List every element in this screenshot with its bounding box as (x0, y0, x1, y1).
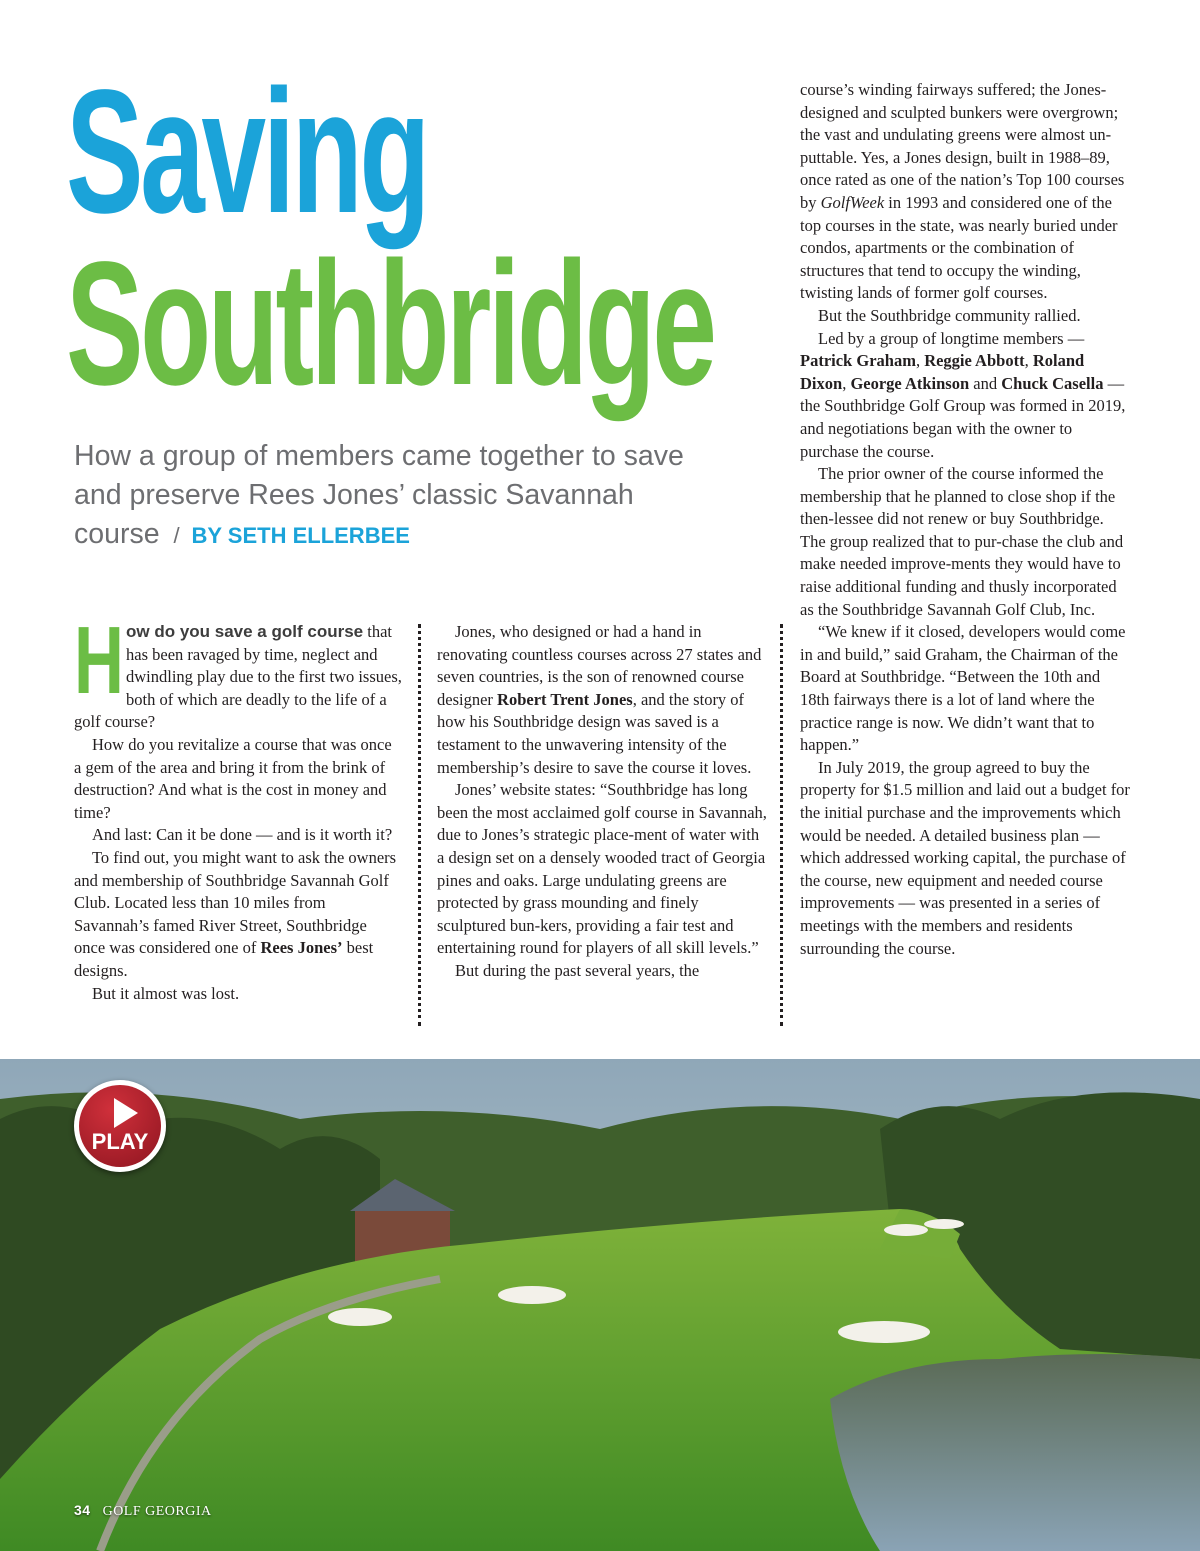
bold-name: Patrick Graham (800, 351, 916, 371)
bold-name: Robert Trent Jones (497, 689, 633, 709)
paragraph-text: best designs. (74, 938, 374, 980)
paragraph-text: Led by a group of longtime members — (818, 328, 1085, 348)
paragraph (74, 607, 402, 734)
headline-line-1: Saving (66, 54, 428, 250)
bold-name: Roland Dixon (800, 351, 1085, 393)
paragraph (437, 621, 767, 779)
publication-name: GOLF GEORGIA (102, 1504, 212, 1519)
deck (74, 437, 714, 555)
italic-title: GolfWeek (820, 192, 885, 212)
paragraph: “We knew if it closed, developers would come in and build,” said Graham, the Chairman of the Board at Southbridge. “Between the 10th and 18th fairways there is a lot of land where the practice range is now. We didn’t want that to happen.” (800, 622, 1126, 755)
paragraph: How do you revitalize a course that was once a gem of the area and bring it from the brink of destruction? And what is the cost in money and time? (74, 734, 392, 822)
paragraph: In July 2019, the group agreed to buy the property for $1.5 million and laid out a budget for the initial purchase and the improvements which would be needed. A detailed business plan — which addressed working capital, the purchase of the course, new equipment and needed course improvements — was presented in a series of meetings with the members and residents surrounding the course. (800, 757, 1130, 958)
bold-name: Reggie Abbott (924, 351, 1025, 371)
punctuation: , (842, 373, 851, 393)
paragraph: But it almost was lost. (92, 983, 240, 1003)
paragraph-text: in 1993 and considered one of the top courses in the state, was nearly buried under condos, apartments or the combination of structures that tend to occupy the winding, twisting lands of former golf courses. (800, 192, 1118, 303)
drop-cap: H (74, 607, 124, 714)
page-folio (74, 1502, 212, 1520)
deck-separator: / (173, 523, 180, 548)
byline: BY SETH ELLERBEE (191, 523, 410, 548)
golf-course-aerial-photo (0, 1059, 1200, 1551)
paragraph: But during the past several years, the (455, 960, 700, 980)
body-column-3 (800, 79, 1130, 960)
play-button-face (79, 1085, 161, 1167)
paragraph-text: , and the story of how his Southbridge design was saved is a testament to the unwavering intensity of the membership’s desire to save the course it loves. (437, 689, 752, 777)
punctuation: , (1024, 351, 1033, 371)
paragraph-text: Jones, who designed or had a hand in renovating countless courses across 27 states and seven countries, is the son of renowned course designer (437, 622, 762, 709)
body-column-1 (74, 607, 402, 1005)
paragraph-text: — the Southbridge Golf Group was formed in 2019, and negotiations began with the owner to purchase the course. (800, 373, 1126, 461)
paragraph: But the Southbridge community rallied. (818, 305, 1081, 325)
paragraph (800, 79, 1130, 305)
paragraph: The prior owner of the course informed the membership that he planned to close shop if the then-lessee did not renew or buy Southbridge. The group realized that to pur-chase the club and make needed improve-ments they would have to raise additional funding and thusly incorporated as the Southbridge Savannah Golf Club, Inc. (800, 464, 1124, 619)
paragraph: Jones’ website states: “Southbridge has long been the most acclaimed golf course in Savannah, due to Jones’s strategic place-ment of water with a design set on a densely wooded tract of Georgia pines and oaks. Large undulating greens are protected by grass mounding and finely sculptured bun-kers, providing a fair test and entertaining round for players of all skill levels.” (437, 780, 767, 958)
play-label: PLAY (91, 1129, 149, 1154)
page-number: 34 (74, 1502, 91, 1518)
play-video-button[interactable] (74, 1080, 166, 1172)
paragraph-text: that has been ravaged by time, neglect and dwindling play due to the first two issues, both of which are deadly to the life of a golf course? (74, 622, 402, 732)
headline-line-2: Southbridge (66, 226, 714, 422)
bold-name: George Atkinson (850, 373, 970, 393)
lead-in: ow do you save a golf course (126, 622, 364, 641)
paragraph (74, 847, 402, 983)
bold-name: Rees Jones’ (260, 938, 343, 958)
paragraph (800, 328, 1130, 464)
column-rule (418, 624, 421, 1026)
play-icon (114, 1098, 138, 1128)
bold-name: Chuck Casella (1001, 373, 1104, 393)
punctuation: , (915, 351, 925, 371)
paragraph: And last: Can it be done — and is it worth it? (92, 825, 393, 845)
deck-text: How a group of members came together to save and preserve Rees Jones’ classic Savannah course (74, 440, 684, 550)
paragraph-text: To find out, you might want to ask the owners and membership of Southbridge Savannah Golf Club. Located less than 10 miles from Savannah’s famed River Street, Southbridge once was considered one of (74, 847, 397, 958)
column-rule (780, 624, 783, 1026)
body-column-2 (437, 621, 767, 983)
conjunction: and (969, 373, 1002, 393)
paragraph-text: course’s winding fairways suffered; the Jones-designed and sculpted bunkers were overgrown; the vast and undulating greens were almost un-puttable. Yes, a Jones design, built in 1988–89, once rated as one of the nation’s Top 100 courses by (800, 80, 1125, 212)
